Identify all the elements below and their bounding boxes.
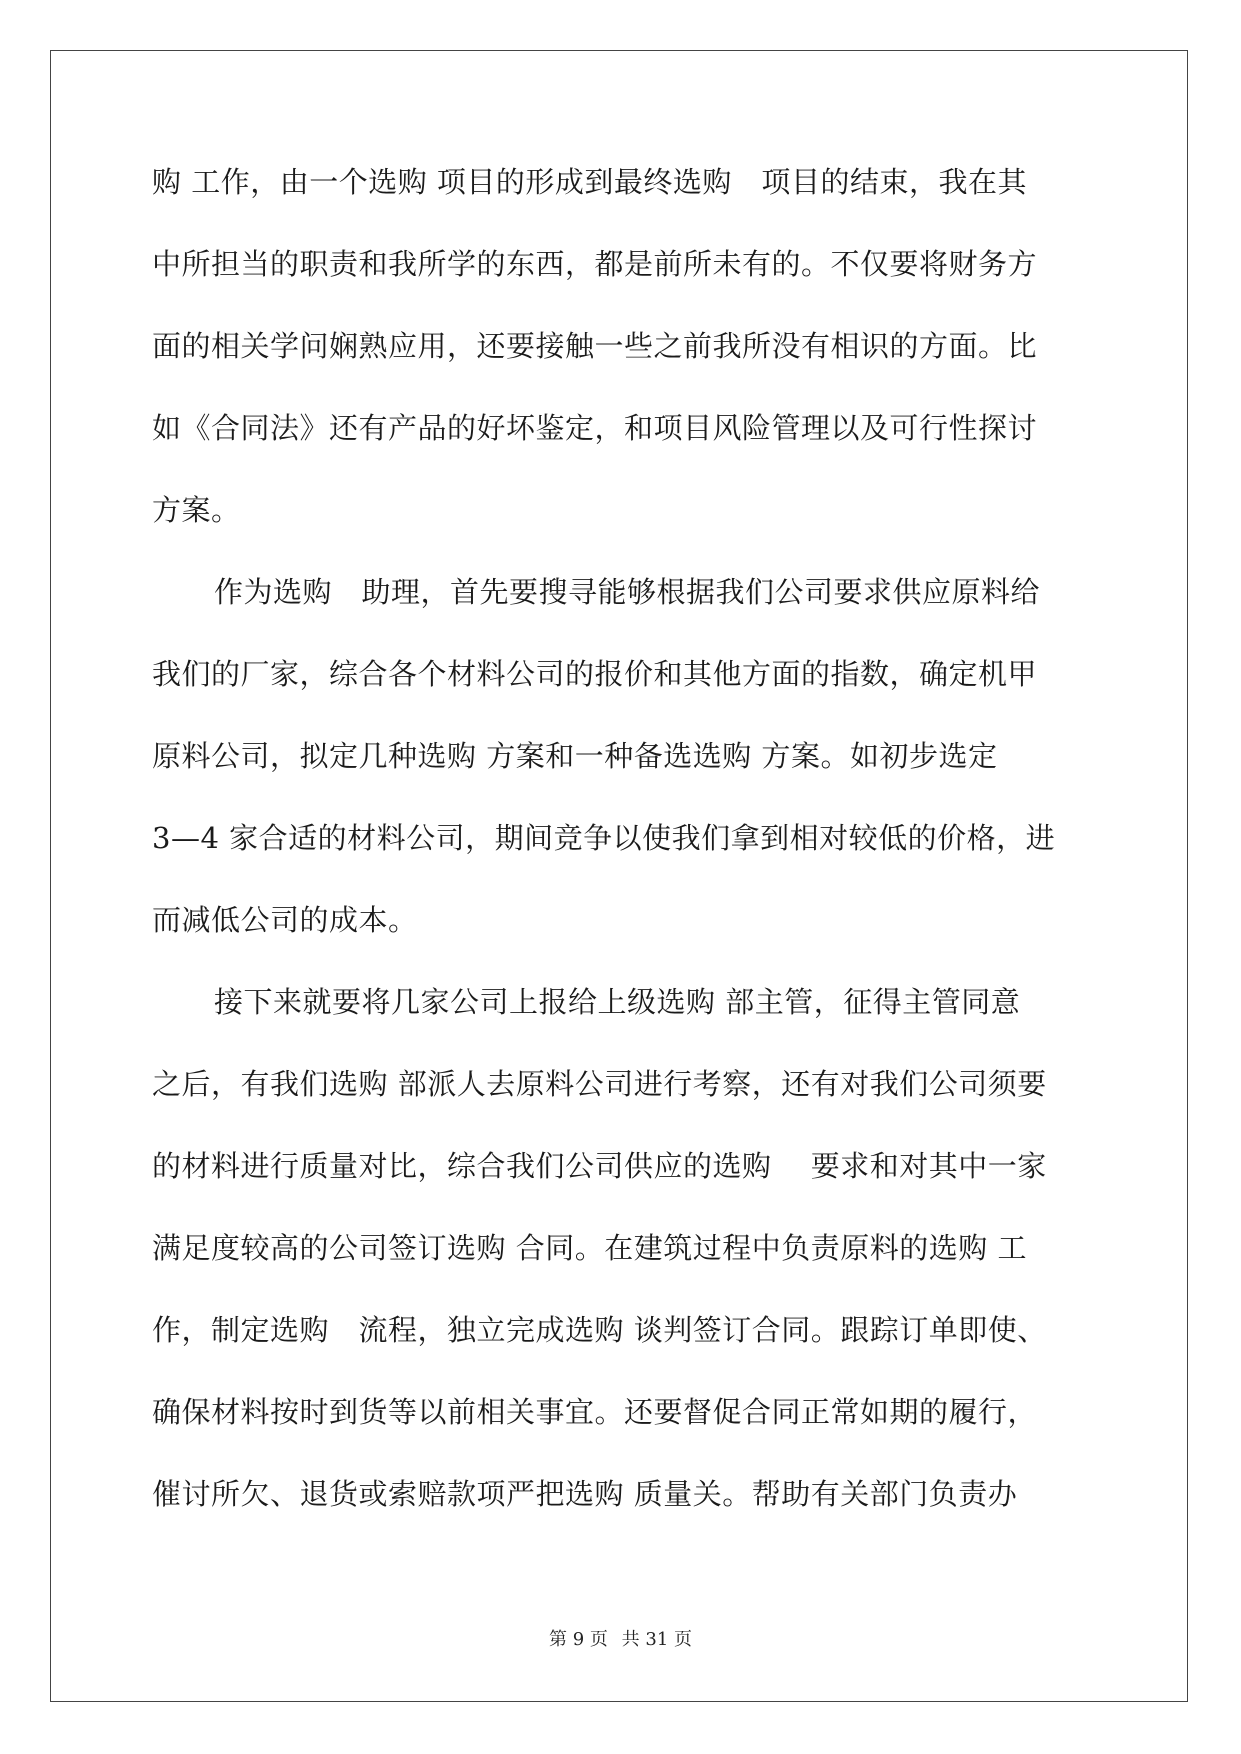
text-line: 我们的厂家，综合各个材料公司的报价和其他方面的指数，确定机甲 — [152, 657, 1038, 691]
text-line: 中所担当的职责和我所学的东西，都是前所未有的。不仅要将财务方 — [152, 247, 1038, 281]
text-line: 面的相关学问娴熟应用，还要接触一些之前我所没有相识的方面。比 — [152, 329, 1038, 363]
page-total: 共 31 页 — [621, 1629, 692, 1650]
text-line: 购 工作，由一个选购 项目的形成到最终选购 项目的结束，我在其 — [152, 165, 1027, 199]
text-line: 3—4 家合适的材料公司，期间竞争以使我们拿到相对较低的价格，进 — [152, 821, 1056, 855]
text-line: 作，制定选购 流程，独立完成选购 谈判签订合同。跟踪订单即使、 — [152, 1313, 1047, 1347]
text-line: 原料公司，拟定几种选购 方案和一种备选选购 方案。如初步选定 — [152, 739, 998, 773]
text-line: 的材料进行质量对比，综合我们公司供应的选购 要求和对其中一家 — [152, 1149, 1047, 1183]
text-line: 方案。 — [152, 493, 241, 527]
page-number: 第 9 页 — [549, 1629, 608, 1650]
text-line: 催讨所欠、退货或索赔款项严把选购 质量关。帮助有关部门负责办 — [152, 1477, 1018, 1511]
text-line: 如《合同法》还有产品的好坏鉴定，和项目风险管理以及可行性探讨 — [152, 411, 1038, 445]
text-line: 而减低公司的成本。 — [152, 903, 418, 937]
text-line: 满足度较高的公司签订选购 合同。在建筑过程中负责原料的选购 工 — [152, 1231, 1027, 1265]
paragraph-first-line: 接下来就要将几家公司上报给上级选购 部主管，征得主管同意 — [214, 985, 1021, 1019]
paragraph-first-line: 作为选购 助理，首先要搜寻能够根据我们公司要求供应原料给 — [214, 575, 1041, 609]
page-footer — [0, 1625, 1241, 1651]
text-line: 之后，有我们选购 部派人去原料公司进行考察，还有对我们公司须要 — [152, 1067, 1047, 1101]
document-body — [152, 162, 1092, 1556]
text-line: 确保材料按时到货等以前相关事宜。还要督促合同正常如期的履行， — [152, 1395, 1038, 1429]
